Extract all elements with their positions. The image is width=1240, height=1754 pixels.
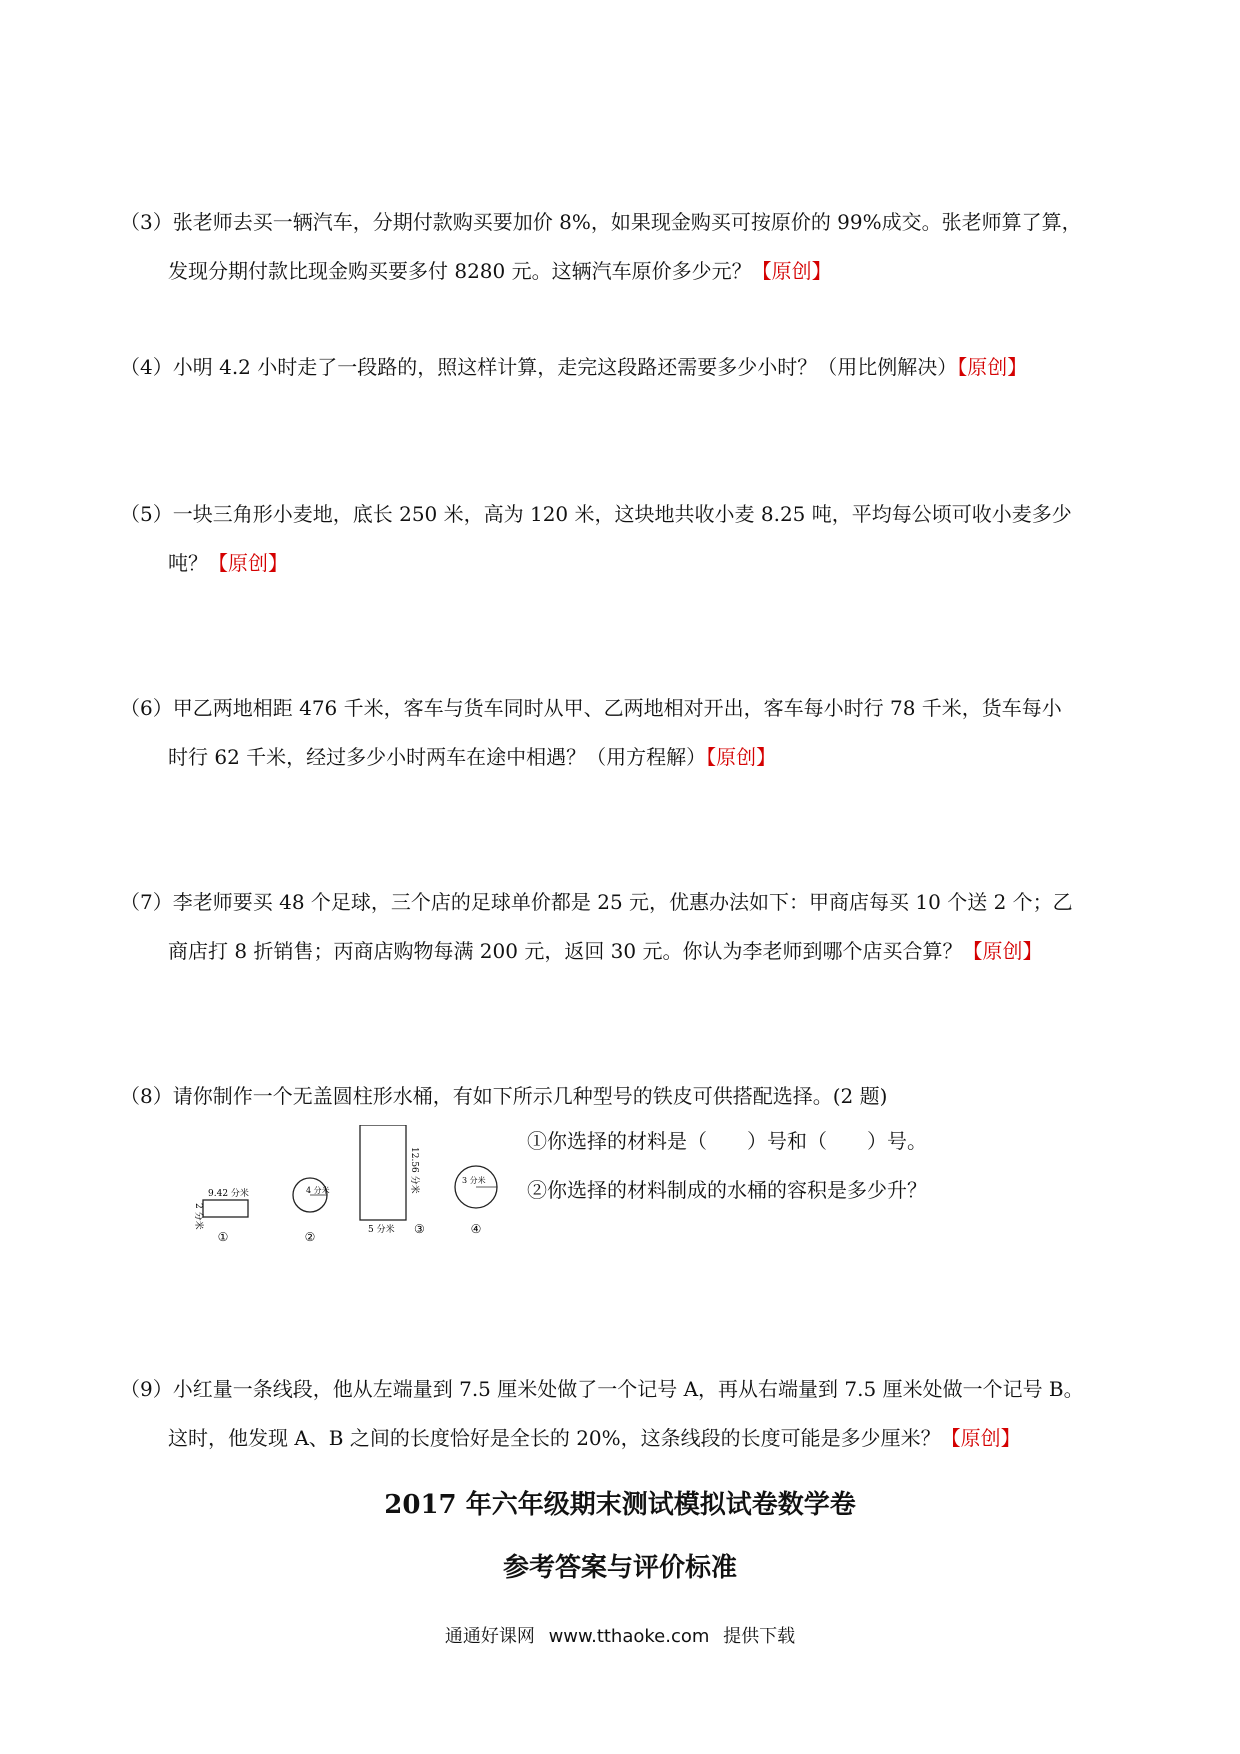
mark-4: ④: [470, 1222, 482, 1236]
question-number: （4）: [120, 355, 173, 379]
question-number: （6）: [120, 696, 173, 720]
page-footer: [0, 1622, 1240, 1648]
question-text: 商店打 8 折销售；丙商店购物每满 200 元，返回 30 元。你认为李老师到哪个店买合算？: [168, 939, 963, 963]
q8-subquestion-1: ①你选择的材料是（ ）号和（ ）号。: [527, 1129, 927, 1153]
question-9: [120, 1365, 1130, 1463]
circle2-label: 4 分米: [306, 1186, 330, 1195]
footer-url[interactable]: www.tthaoke.com: [548, 1626, 710, 1647]
question-text: 请你制作一个无盖圆柱形水桶，有如下所示几种型号的铁皮可供搭配选择。(2 题): [172, 1084, 888, 1108]
question-3: [120, 198, 1130, 296]
materials-figure: [190, 1125, 520, 1255]
question-text: 发现分期付款比现金购买要多付 8280 元。这辆汽车原价多少元？: [168, 259, 752, 283]
question-text: 甲乙两地相距 476 千米，客车与货车同时从甲、乙两地相对开出，客车每小时行 78 千米，货车每小: [172, 696, 1062, 720]
mark-2: ②: [304, 1230, 316, 1244]
section-title: 2017 年六年级期末测试模拟试卷数学卷: [384, 1490, 856, 1520]
rect-height-label: 2 分米: [193, 1203, 203, 1230]
question-5: [120, 490, 1130, 588]
original-tag: 【原创】: [962, 939, 1043, 963]
question-number: （9）: [120, 1377, 173, 1401]
mark-1: ①: [217, 1230, 229, 1244]
q8-subquestion-2: ②你选择的材料制成的水桶的容积是多少升？: [527, 1178, 927, 1202]
footer-site: 通通好课网: [444, 1626, 535, 1647]
original-tag: 【原创】: [940, 1426, 1021, 1450]
question-number: （8）: [120, 1084, 173, 1108]
circle4-label: 3 分米: [462, 1176, 486, 1185]
mark-3: ③: [414, 1222, 425, 1236]
footer-suffix: 提供下载: [723, 1626, 796, 1647]
section-subtitle: 参考答案与评价标准: [502, 1553, 737, 1583]
question-8: [120, 1072, 1130, 1121]
question-number: （7）: [120, 890, 173, 914]
question-number: （3）: [120, 210, 173, 234]
material-1-rect: [203, 1200, 248, 1217]
question-text: 李老师要买 48 个足球，三个店的足球单价都是 25 元，优惠办法如下：甲商店每买 10 个送 2 个；乙: [172, 890, 1073, 914]
original-tag: 【原创】: [706, 745, 777, 769]
original-tag: 【原创】: [751, 259, 832, 283]
question-number: （5）: [120, 502, 173, 526]
question-7: [120, 878, 1130, 976]
question-text: 小红量一条线段，他从左端量到 7.5 厘米处做了一个记号 A，再从右端量到 7.5 厘米处做一个记号 B。: [172, 1377, 1084, 1401]
tall-height-label: 12.56 分米: [409, 1147, 419, 1194]
tall-width-label: 5 分米: [368, 1225, 395, 1235]
question-text: 小明 4.2 小时走了一段路的，照这样计算，走完这段路还需要多少小时？（用比例解决）: [172, 355, 958, 379]
question-text: 一块三角形小麦地，底长 250 米，高为 120 米，这块地共收小麦 8.25 吨，平均每公顷可收小麦多少: [172, 502, 1072, 526]
question-text: 这时，他发现 A、B 之间的长度恰好是全长的 20%，这条线段的长度可能是多少厘米？: [168, 1426, 941, 1450]
question-text: 吨？: [168, 551, 208, 575]
material-3-rect: [360, 1125, 406, 1220]
original-tag: 【原创】: [208, 551, 288, 575]
original-tag: 【原创】: [957, 355, 1028, 379]
question-text: 张老师去买一辆汽车，分期付款购买要加价 8%，如果现金购买可按原价的 99%成交。张老师算了算，: [172, 210, 1082, 234]
question-text: 时行 62 千米，经过多少小时两车在途中相遇？（用方程解）: [168, 745, 707, 769]
rect-width-label: 9.42 分米: [208, 1189, 249, 1199]
question-4: [120, 343, 1130, 392]
question-6: [120, 684, 1130, 782]
